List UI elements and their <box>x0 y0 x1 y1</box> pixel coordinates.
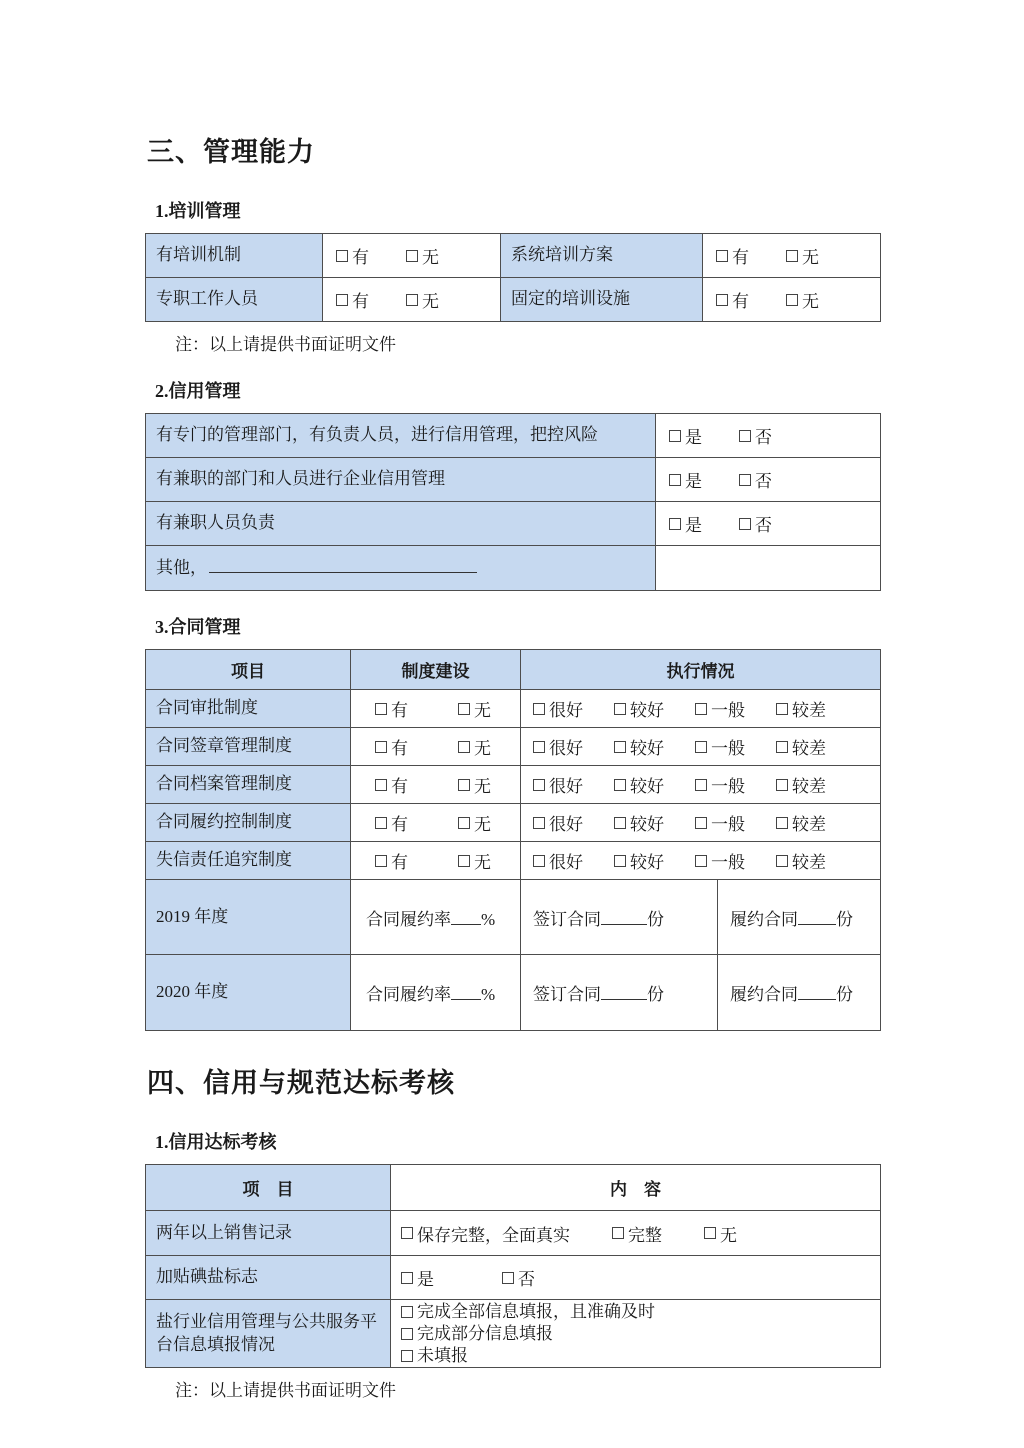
empty-cell <box>656 546 881 591</box>
checkbox-icon <box>614 703 626 715</box>
checkbox-label: 否 <box>755 428 772 447</box>
checkbox-poor[interactable] <box>776 848 826 873</box>
checkbox-label: 有 <box>391 853 408 872</box>
year-label: 2019 年度 <box>146 880 351 955</box>
checkbox-label: 无 <box>422 248 439 267</box>
table-row <box>146 842 881 880</box>
heading-contract-management: 3.合同管理 <box>155 617 241 637</box>
heading-credit-management: 2.信用管理 <box>155 381 241 401</box>
checkbox-very-good[interactable] <box>533 810 583 835</box>
checkbox-none[interactable] <box>704 1221 737 1246</box>
checkbox-icon <box>533 817 545 829</box>
checkbox-icon <box>406 250 418 262</box>
training-row-label: 有培训机制 <box>146 234 323 278</box>
checkbox-icon <box>614 779 626 791</box>
checkbox-icon <box>458 741 470 753</box>
checkbox-yes[interactable] <box>669 511 702 536</box>
checkbox-label: 有 <box>391 777 408 796</box>
checkbox-label: 无 <box>720 1225 737 1245</box>
checkbox-icon <box>776 817 788 829</box>
checkbox-label: 较好 <box>630 815 664 834</box>
contract-item-label: 失信责任追究制度 <box>146 842 351 880</box>
table-row <box>146 690 881 728</box>
checkbox-icon <box>375 855 387 867</box>
checkbox-icon <box>776 703 788 715</box>
checkbox-icon <box>786 250 798 262</box>
checkbox-poor[interactable] <box>776 696 826 721</box>
table-row <box>146 502 881 546</box>
table-row-year-2020 <box>146 955 881 1031</box>
checkbox-label: 是 <box>417 1270 434 1289</box>
checkbox-average[interactable] <box>695 810 745 835</box>
checkbox-label: 无 <box>422 292 439 311</box>
checkbox-icon <box>458 817 470 829</box>
credit-other-label: 其他， <box>156 557 207 577</box>
checkbox-label: 有 <box>732 248 749 267</box>
checkbox-average[interactable] <box>695 696 745 721</box>
checkbox-label: 很好 <box>549 701 583 720</box>
checkbox-label: 较差 <box>792 701 826 720</box>
checkbox-label: 未填报 <box>417 1346 468 1365</box>
checkbox-no[interactable] <box>739 467 772 492</box>
blank-underline[interactable] <box>798 910 836 925</box>
checkbox-icon <box>614 817 626 829</box>
checkbox-icon <box>375 779 387 791</box>
checkbox-average[interactable] <box>695 734 745 759</box>
checkbox-yes[interactable] <box>336 243 369 268</box>
checkbox-icon <box>614 855 626 867</box>
checkbox-label: 很好 <box>549 777 583 796</box>
checkbox-label: 完整 <box>628 1225 662 1245</box>
checkbox-not-filled[interactable] <box>401 1345 880 1366</box>
checkbox-yes[interactable] <box>401 1265 434 1290</box>
note-provide-documents: 注：以上请提供书面证明文件 <box>175 335 396 354</box>
checkbox-icon <box>375 741 387 753</box>
checkbox-yes[interactable] <box>716 243 749 268</box>
checkbox-label: 一般 <box>711 815 745 834</box>
checkbox-no[interactable] <box>739 511 772 536</box>
checkbox-label: 完成部分信息填报 <box>417 1324 553 1343</box>
checkbox-icon <box>458 779 470 791</box>
checkbox-yes[interactable] <box>375 848 408 873</box>
table-row <box>146 546 881 591</box>
checkbox-label: 无 <box>474 777 491 796</box>
contract-signed-label: 签订合同 <box>533 909 601 929</box>
checkbox-label: 很好 <box>549 739 583 758</box>
blank-underline[interactable] <box>601 910 647 925</box>
checkbox-label: 较差 <box>792 739 826 758</box>
checkbox-icon <box>669 430 681 442</box>
checkbox-icon <box>375 703 387 715</box>
checkbox-yes[interactable] <box>669 467 702 492</box>
table-header-row <box>146 1165 881 1211</box>
assessment-row-label: 盐行业信用管理与公共服务平台信息填报情况 <box>146 1300 391 1368</box>
checkbox-label: 有 <box>391 815 408 834</box>
checkbox-label: 较好 <box>630 701 664 720</box>
checkbox-average[interactable] <box>695 848 745 873</box>
table-row-year-2019 <box>146 880 881 955</box>
checkbox-no[interactable] <box>458 696 491 721</box>
heading-credit-check: 1.信用达标考核 <box>155 1132 277 1152</box>
checkbox-icon <box>695 703 707 715</box>
checkbox-icon <box>695 817 707 829</box>
checkbox-icon <box>669 518 681 530</box>
checkbox-icon <box>669 474 681 486</box>
checkbox-icon <box>533 703 545 715</box>
checkbox-no[interactable] <box>786 287 819 312</box>
contract-item-label: 合同档案管理制度 <box>146 766 351 804</box>
blank-underline[interactable] <box>451 985 481 1000</box>
checkbox-icon <box>458 703 470 715</box>
blank-underline[interactable] <box>451 910 481 925</box>
credit-table <box>145 413 881 591</box>
contract-item-label: 合同审批制度 <box>146 690 351 728</box>
table-row <box>146 278 881 322</box>
checkbox-icon <box>739 474 751 486</box>
contract-performed-label: 履约合同 <box>730 985 798 1004</box>
checkbox-icon <box>406 294 418 306</box>
training-table <box>145 233 881 322</box>
checkbox-no[interactable] <box>502 1265 535 1290</box>
assessment-row-label: 加贴碘盐标志 <box>146 1256 391 1300</box>
checkbox-label: 很好 <box>549 853 583 872</box>
checkbox-good[interactable] <box>614 772 664 797</box>
checkbox-label: 是 <box>685 516 702 535</box>
checkbox-icon <box>716 294 728 306</box>
table-row <box>146 766 881 804</box>
checkbox-label: 有 <box>391 739 408 758</box>
checkbox-icon <box>401 1272 413 1284</box>
checkbox-complete[interactable] <box>612 1221 662 1246</box>
checkbox-icon <box>695 779 707 791</box>
checkbox-good[interactable] <box>614 734 664 759</box>
checkbox-complete-true[interactable] <box>401 1221 570 1246</box>
checkbox-icon <box>533 741 545 753</box>
blank-underline[interactable] <box>209 558 477 573</box>
contract-rate-unit: % <box>481 909 496 929</box>
table-row <box>146 414 881 458</box>
checkbox-icon <box>776 741 788 753</box>
checkbox-label: 无 <box>802 292 819 311</box>
column-header-system: 制度建设 <box>351 650 521 690</box>
checkbox-label: 较好 <box>630 739 664 758</box>
checkbox-poor[interactable] <box>776 772 826 797</box>
checkbox-very-good[interactable] <box>533 696 583 721</box>
checkbox-good[interactable] <box>614 848 664 873</box>
contract-signed-label: 签订合同 <box>533 985 601 1004</box>
checkbox-icon <box>739 518 751 530</box>
table-row <box>146 1256 881 1300</box>
checkbox-label: 有 <box>352 248 369 267</box>
checkbox-yes[interactable] <box>716 287 749 312</box>
checkbox-no[interactable] <box>406 243 439 268</box>
checkbox-no[interactable] <box>739 423 772 448</box>
checkbox-label: 是 <box>685 472 702 491</box>
contract-signed-unit: 份 <box>647 909 664 929</box>
column-header-content: 内 容 <box>391 1165 881 1211</box>
checkbox-very-good[interactable] <box>533 848 583 873</box>
checkbox-label: 一般 <box>711 739 745 758</box>
checkbox-icon <box>401 1306 413 1318</box>
checkbox-average[interactable] <box>695 772 745 797</box>
checkbox-no[interactable] <box>786 243 819 268</box>
checkbox-label: 是 <box>685 428 702 447</box>
credit-row-label: 有兼职的部门和人员进行企业信用管理 <box>146 458 656 502</box>
checkbox-label: 很好 <box>549 815 583 834</box>
checkbox-label: 一般 <box>711 853 745 872</box>
contract-performed-unit: 份 <box>836 909 853 929</box>
checkbox-icon <box>776 779 788 791</box>
assessment-table <box>145 1164 881 1368</box>
training-row-label: 专职工作人员 <box>146 278 323 322</box>
section-title-management: 三、管理能力 <box>147 137 315 167</box>
checkbox-icon <box>786 294 798 306</box>
checkbox-icon <box>375 817 387 829</box>
checkbox-poor[interactable] <box>776 810 826 835</box>
column-header-item: 项目 <box>146 650 351 690</box>
year-label: 2020 年度 <box>146 955 351 1031</box>
column-header-item: 项 目 <box>146 1165 391 1211</box>
checkbox-label: 较好 <box>630 853 664 872</box>
checkbox-icon <box>533 779 545 791</box>
contract-rate-unit: % <box>481 985 496 1004</box>
table-row <box>146 234 881 278</box>
table-header-row <box>146 650 881 690</box>
checkbox-icon <box>739 430 751 442</box>
contract-item-label: 合同履约控制制度 <box>146 804 351 842</box>
checkbox-icon <box>776 855 788 867</box>
checkbox-label: 无 <box>802 248 819 267</box>
checkbox-icon <box>401 1227 413 1239</box>
checkbox-label: 有 <box>732 292 749 311</box>
credit-row-label: 有专门的管理部门，有负责人员，进行信用管理，把控风险 <box>146 414 656 458</box>
checkbox-no[interactable] <box>458 810 491 835</box>
checkbox-filled-partial[interactable] <box>401 1323 880 1344</box>
blank-underline[interactable] <box>601 985 647 1000</box>
checkbox-icon <box>336 294 348 306</box>
checkbox-very-good[interactable] <box>533 772 583 797</box>
note-provide-documents: 注：以上请提供书面证明文件 <box>175 1381 396 1400</box>
contract-signed-unit: 份 <box>647 985 664 1004</box>
contract-item-label: 合同签章管理制度 <box>146 728 351 766</box>
checkbox-icon <box>716 250 728 262</box>
checkbox-icon <box>704 1227 716 1239</box>
checkbox-label: 较差 <box>792 777 826 796</box>
training-row-label: 系统培训方案 <box>501 234 703 278</box>
credit-row-label: 有兼职人员负责 <box>146 502 656 546</box>
checkbox-label: 完成全部信息填报，且准确及时 <box>417 1302 655 1321</box>
checkbox-icon <box>614 741 626 753</box>
checkbox-icon <box>502 1272 514 1284</box>
blank-underline[interactable] <box>798 985 836 1000</box>
table-row <box>146 804 881 842</box>
checkbox-yes[interactable] <box>375 772 408 797</box>
checkbox-label: 有 <box>391 701 408 720</box>
checkbox-yes[interactable] <box>375 696 408 721</box>
column-header-execution: 执行情况 <box>521 650 881 690</box>
checkbox-poor[interactable] <box>776 734 826 759</box>
checkbox-filled-all[interactable] <box>401 1301 880 1322</box>
checkbox-label: 无 <box>474 853 491 872</box>
checkbox-yes[interactable] <box>375 810 408 835</box>
checkbox-label: 否 <box>518 1270 535 1289</box>
checkbox-label: 一般 <box>711 777 745 796</box>
contract-performed-label: 履约合同 <box>730 909 798 929</box>
contract-rate-label: 合同履约率 <box>366 985 451 1004</box>
section-title-assessment: 四、信用与规范达标考核 <box>147 1068 455 1098</box>
checkbox-yes[interactable] <box>669 423 702 448</box>
checkbox-label: 无 <box>474 815 491 834</box>
table-row <box>146 728 881 766</box>
checkbox-label: 否 <box>755 472 772 491</box>
checkbox-no[interactable] <box>458 848 491 873</box>
checkbox-icon <box>401 1328 413 1340</box>
checkbox-icon <box>533 855 545 867</box>
checkbox-no[interactable] <box>458 734 491 759</box>
checkbox-icon <box>458 855 470 867</box>
checkbox-icon <box>336 250 348 262</box>
assessment-row-label: 两年以上销售记录 <box>146 1211 391 1256</box>
contract-performed-unit: 份 <box>836 985 853 1004</box>
checkbox-label: 无 <box>474 739 491 758</box>
checkbox-yes[interactable] <box>336 287 369 312</box>
heading-training-management: 1.培训管理 <box>155 201 241 221</box>
checkbox-label: 一般 <box>711 701 745 720</box>
checkbox-label: 否 <box>755 516 772 535</box>
contract-table <box>145 649 881 1031</box>
table-row <box>146 1211 881 1256</box>
checkbox-label: 保存完整，全面真实 <box>417 1225 570 1245</box>
checkbox-label: 无 <box>474 701 491 720</box>
checkbox-label: 有 <box>352 292 369 311</box>
checkbox-no[interactable] <box>458 772 491 797</box>
checkbox-icon <box>695 855 707 867</box>
checkbox-no[interactable] <box>406 287 439 312</box>
checkbox-label: 较差 <box>792 815 826 834</box>
table-row <box>146 1300 881 1368</box>
checkbox-icon <box>695 741 707 753</box>
checkbox-yes[interactable] <box>375 734 408 759</box>
contract-rate-label: 合同履约率 <box>366 909 451 929</box>
checkbox-very-good[interactable] <box>533 734 583 759</box>
checkbox-label: 较好 <box>630 777 664 796</box>
checkbox-icon <box>401 1350 413 1362</box>
checkbox-label: 较差 <box>792 853 826 872</box>
table-row <box>146 458 881 502</box>
checkbox-icon <box>612 1227 624 1239</box>
training-row-label: 固定的培训设施 <box>501 278 703 322</box>
checkbox-good[interactable] <box>614 810 664 835</box>
checkbox-good[interactable] <box>614 696 664 721</box>
